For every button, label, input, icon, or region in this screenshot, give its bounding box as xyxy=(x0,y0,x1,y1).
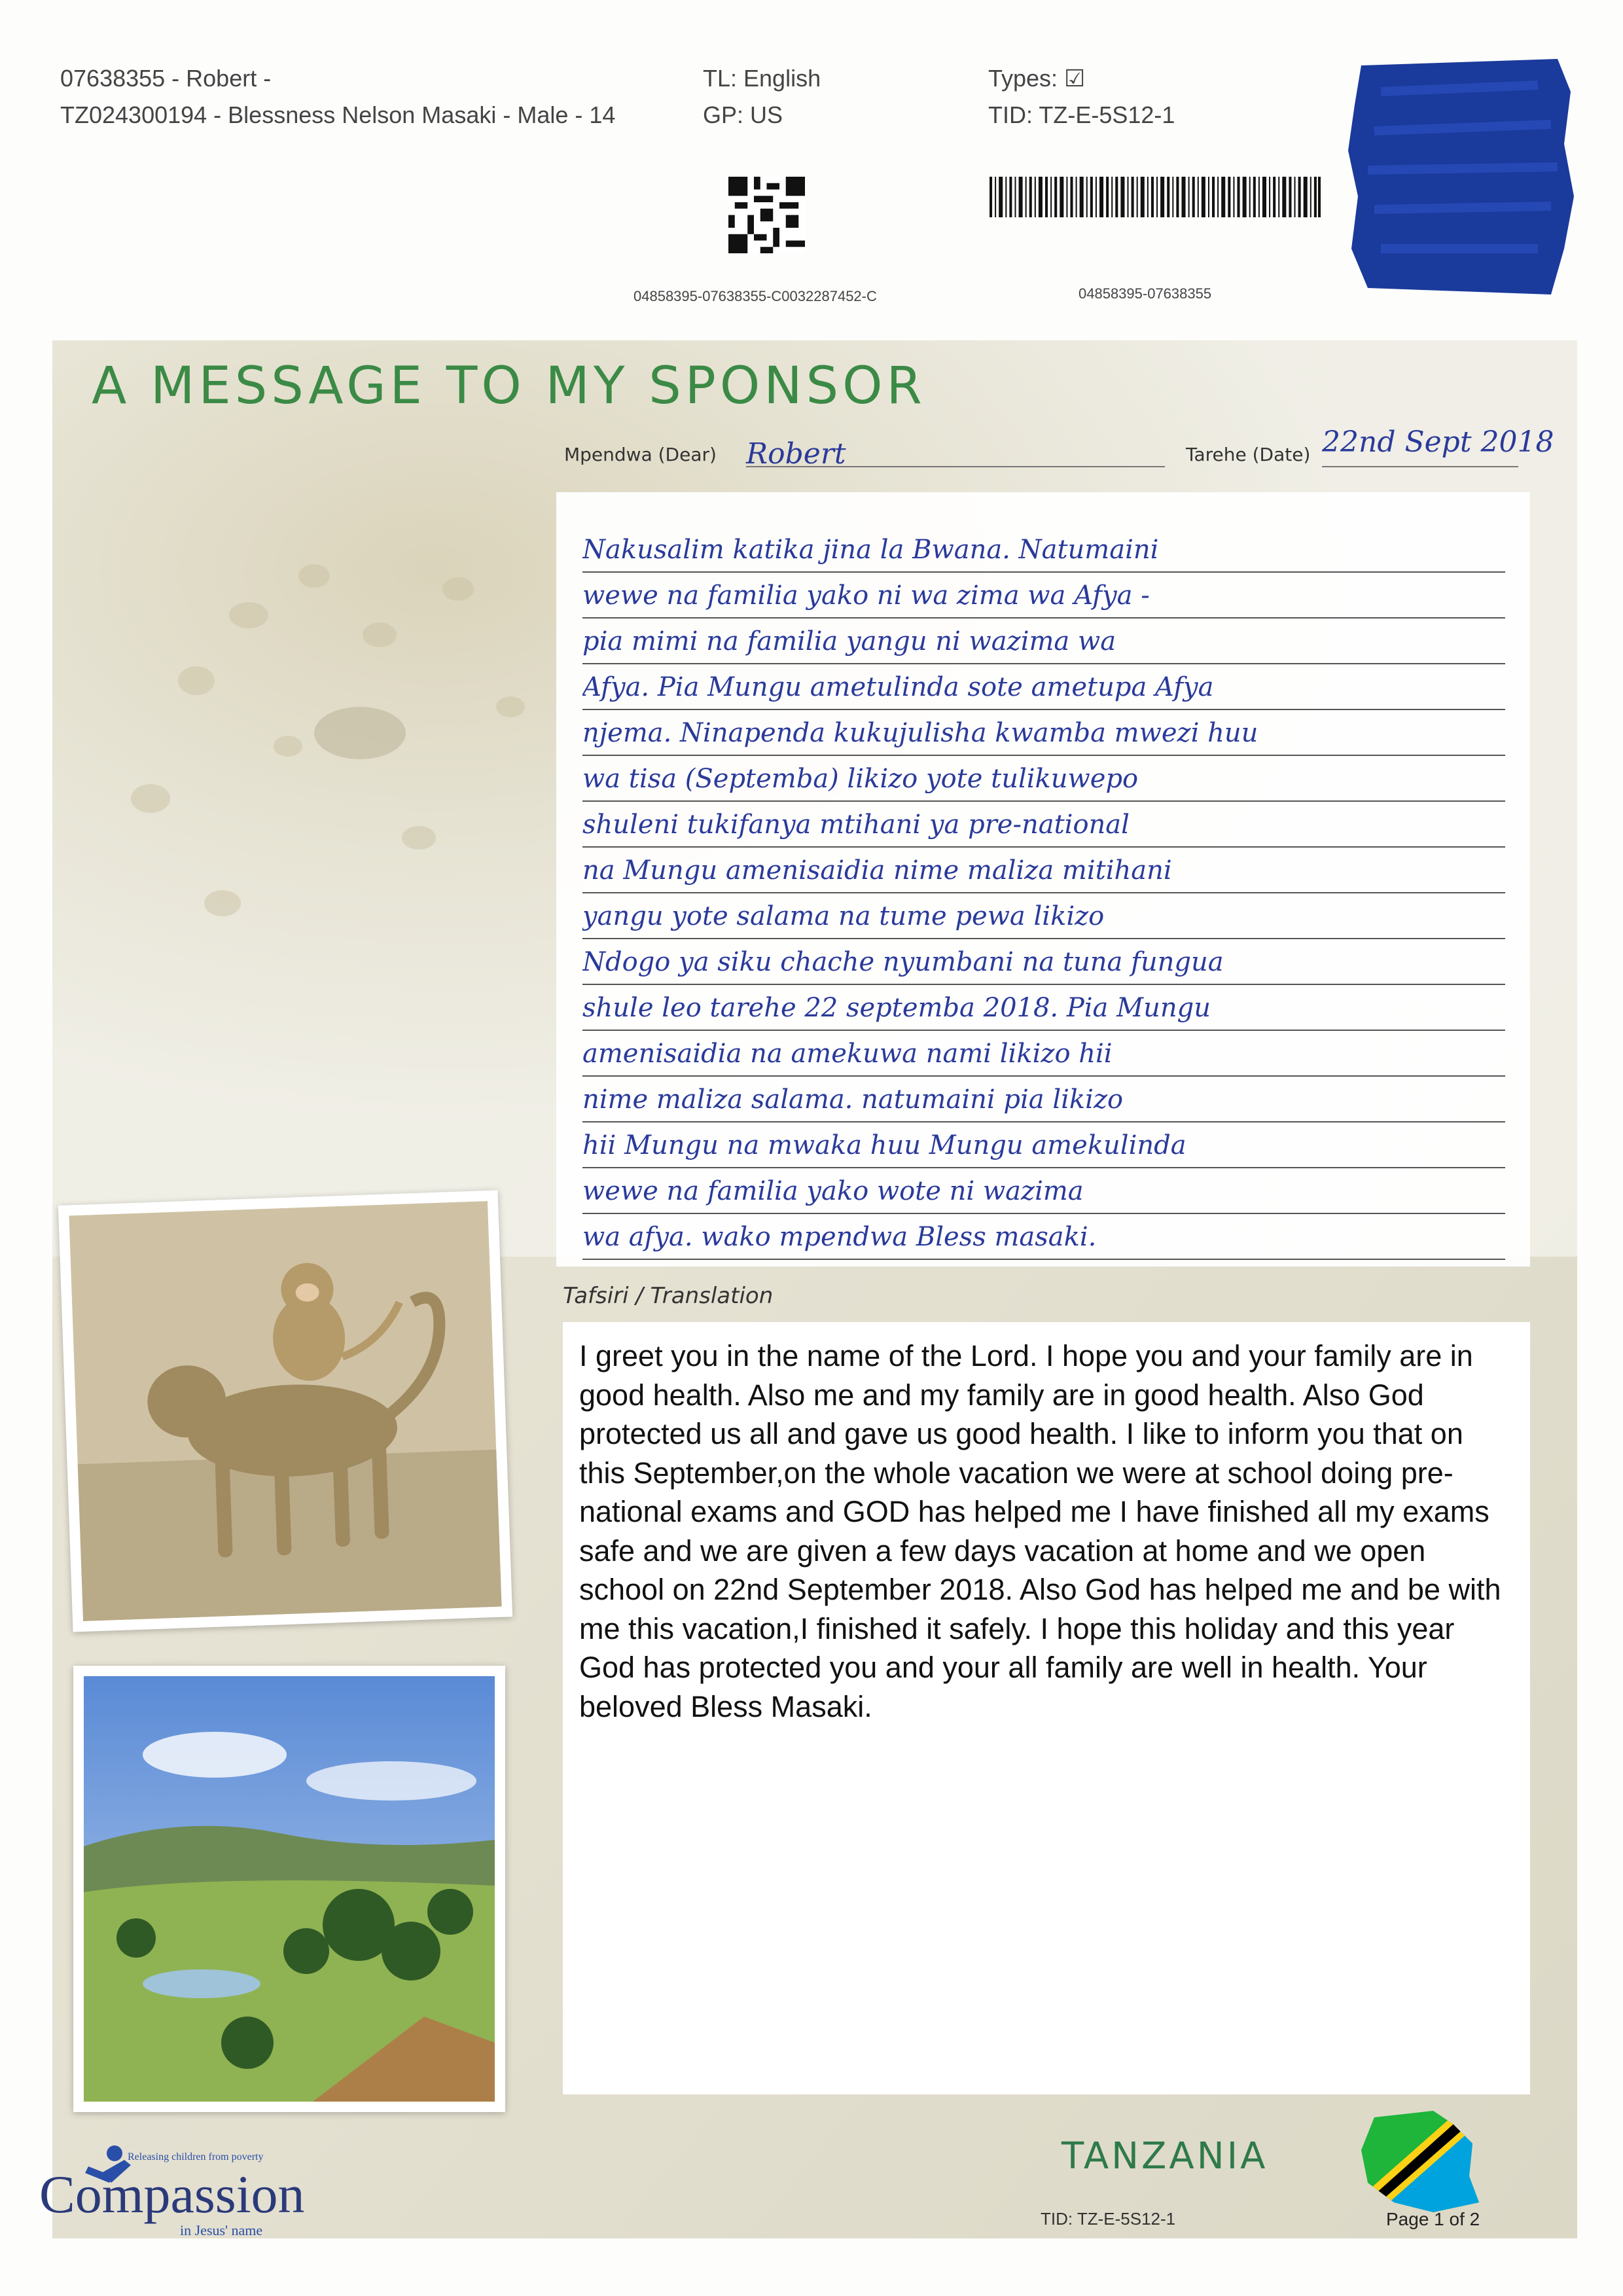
qr-code-icon xyxy=(728,177,805,253)
tanzania-map-flag-icon xyxy=(1355,2104,1486,2215)
landscape-photo xyxy=(73,1666,505,2112)
letter-line-4: Afya. Pia Mungu ametulinda sote ametupa Afya xyxy=(582,666,1505,710)
letter-line-15: wewe na familia yako wote ni wazima xyxy=(582,1170,1505,1214)
dear-label: Mpendwa (Dear) xyxy=(564,444,717,465)
baboon-photo xyxy=(58,1190,512,1632)
compassion-logo xyxy=(36,2127,350,2245)
translation-box xyxy=(563,1322,1530,2094)
letter-line-6: wa tisa (Septemba) likizo yote tulikuwepo xyxy=(582,758,1505,802)
header-tid: TID: TZ-E-5S12-1 xyxy=(988,101,1175,128)
gp-country: GP: US xyxy=(703,101,783,128)
page-number: Page 1 of 2 xyxy=(1386,2209,1480,2229)
letter-line-8: na Mungu amenisaidia nime maliza mitihani xyxy=(582,850,1505,893)
language-info xyxy=(703,60,965,134)
letter-line-16: wa afya. wako mpendwa Bless masaki. xyxy=(582,1216,1505,1260)
barcode-text: 04858395-07638355 xyxy=(1079,285,1212,302)
landscape-image xyxy=(84,1676,495,2102)
country-label: TANZANIA xyxy=(1061,2135,1268,2178)
letter-line-12: amenisaidia na amekuwa nami likizo hii xyxy=(582,1033,1505,1077)
letter-line-1: Nakusalim katika jina la Bwana. Natumaini xyxy=(582,529,1505,573)
dear-value: Robert xyxy=(746,437,846,471)
translation-language: TL: English xyxy=(703,65,821,92)
date-value: 22nd Sept 2018 xyxy=(1322,425,1554,459)
letter-line-14: hii Mungu na mwaka huu Mungu amekulinda xyxy=(582,1124,1505,1168)
letter-line-5: njema. Ninapenda kukujulisha kwamba mwezi huu xyxy=(582,712,1505,756)
page-title: A MESSAGE TO MY SPONSOR xyxy=(92,357,926,416)
qr-code-text: 04858395-07638355-C0032287452-C xyxy=(633,288,877,304)
handwritten-letter xyxy=(556,492,1530,1266)
footer-tid: TID: TZ-E-5S12-1 xyxy=(1041,2209,1176,2229)
dear-underline xyxy=(746,466,1165,467)
redaction-mark xyxy=(1342,52,1577,301)
types-field: Types: ☑ xyxy=(988,65,1086,92)
logo-tagline-bottom: in Jesus' name xyxy=(180,2222,263,2238)
letter-line-11: shule leo tarehe 22 septemba 2018. Pia Mungu xyxy=(582,987,1505,1031)
barcode-icon xyxy=(990,177,1321,217)
types-info xyxy=(988,60,1315,134)
date-label: Tarehe (Date) xyxy=(1186,444,1311,465)
letter-line-3: pia mimi na familia yangu ni wazima wa xyxy=(582,620,1505,664)
translation-text: I greet you in the name of the Lord. I hope you and your family are in good health. Also me and my family are in good health. Also God protected us all and gave us good health. I like to inform you that on this September,on the whole vacation we were at school doing pre-national exams and GOD has helped me I have finished all my exams safe and we are given a few days vacation at home and we open school on 22nd September 2018. Also God has helped me and be with me this vacation,I finished it safely. I hope this holiday and this year God has protected you and your all family are well in health. Your beloved Bless Masaki. xyxy=(579,1339,1501,1723)
child-info xyxy=(60,60,688,134)
translation-label: Tafsiri / Translation xyxy=(563,1283,774,1309)
letter-line-2: wewe na familia yako ni wa zima wa Afya - xyxy=(582,575,1505,619)
letter-line-7: shuleni tukifanya mtihani ya pre-national xyxy=(582,804,1505,848)
date-underline xyxy=(1322,466,1518,467)
letter-line-13: nime maliza salama. natumaini pia likizo xyxy=(582,1079,1505,1122)
baboon-image xyxy=(69,1201,501,1621)
logo-tagline-top: Releasing children from poverty xyxy=(128,2151,264,2162)
logo-wordmark: Compassion xyxy=(39,2164,305,2224)
letter-line-9: yangu yote salama na tume pewa likizo xyxy=(582,895,1505,939)
child-info-line-1: 07638355 - Robert - xyxy=(60,65,272,92)
child-info-line-2: TZ024300194 - Blessness Nelson Masaki - Male - 14 xyxy=(60,101,616,128)
letter-line-10: Ndogo ya siku chache nyumbani na tuna fungua xyxy=(582,941,1505,985)
